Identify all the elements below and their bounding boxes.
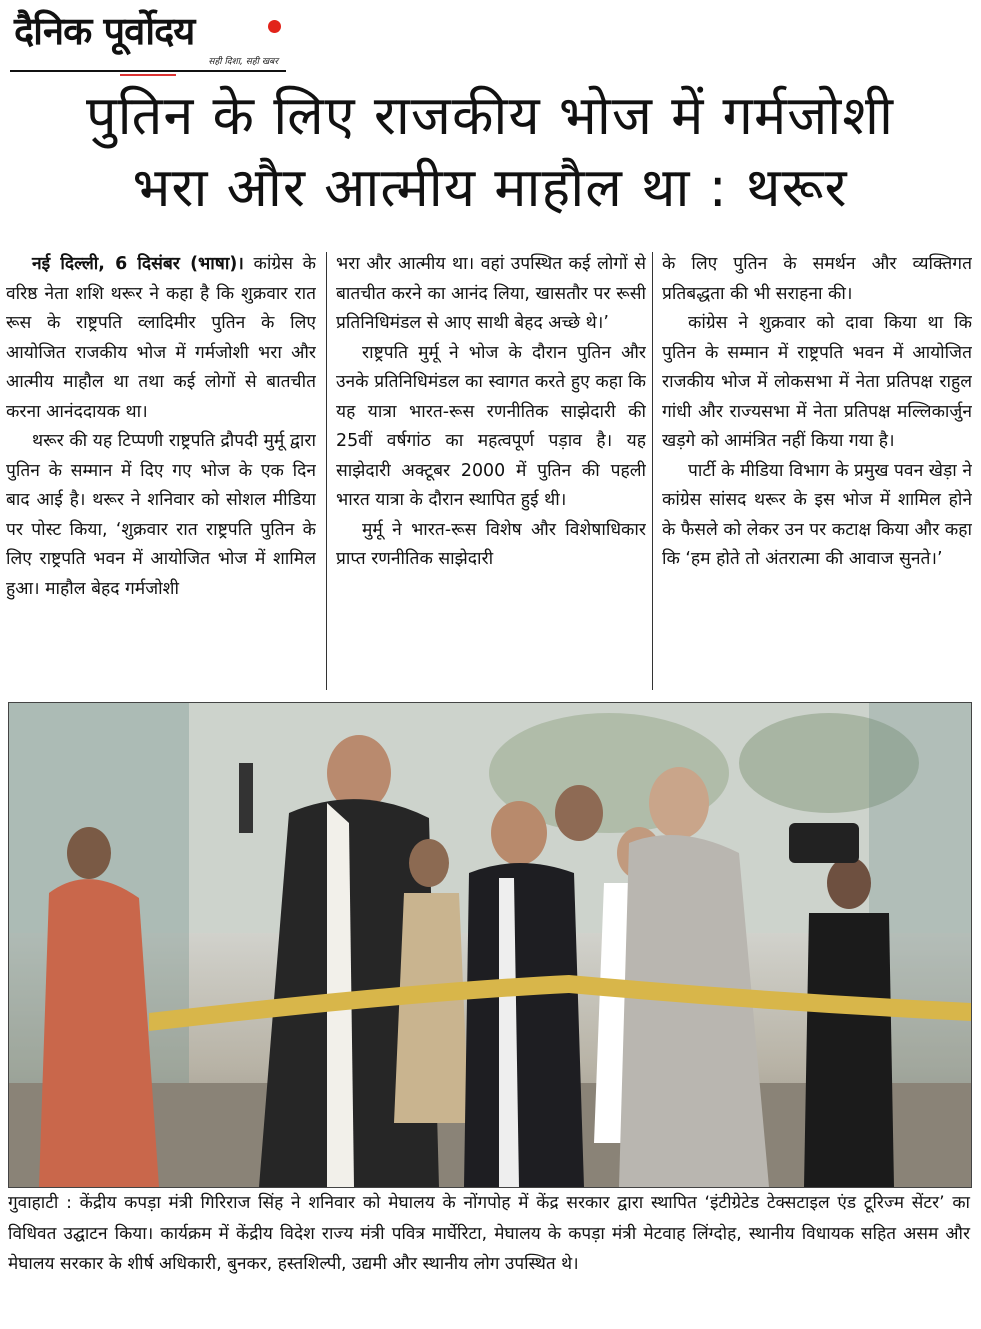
- headline-line-2: भरा और आत्मीय माहौल था : थरूर: [132, 156, 848, 219]
- masthead-tagline: सही दिशा, सही खबर: [208, 57, 278, 67]
- column-divider: [326, 252, 327, 690]
- photo-caption: गुवाहाटी : केंद्रीय कपड़ा मंत्री गिरिराज सिंह ने शनिवार को मेघालय के नोंगपोह में केंद्र सरकार द्वारा स्थापित ‘इंटीग्रेटेड टेक्सटाइल एंड टूरिज्म सेंटर’ का विधिवत उद्घाटन किया। कार्यक्रम में केंद्रीय विदेश राज्य मंत्री पवित्र मार्घेरिटा, मेघालय के कपड़ा मंत्री मेटवाह लिंग्दोह, स्थानीय विधायक सहित असम और मेघालय सरकार के शीर्ष अधिकारी, बुनकर, हस्तशिल्पी, उद्यमी और स्थानीय लोग उपस्थित थे।: [8, 1193, 970, 1274]
- article-text: कांग्रेस के वरिष्ठ नेता शशि थरूर ने कहा है कि शुक्रवार रात रूस के राष्ट्रपति व्लादिमीर पुतिन के लिए आयोजित राजकीय भोज में गर्मजोशी भरा और आत्मीय माहौल था तथा कई लोगों से बातचीत करना आनंददायक था।: [6, 254, 316, 422]
- article-paragraph: [6, 250, 316, 427]
- photo-camera: [789, 823, 859, 863]
- column-divider: [652, 252, 653, 690]
- photo-illustration: [9, 703, 971, 1187]
- masthead-sun-dot: [268, 20, 281, 33]
- article-paragraph: मुर्मू ने भारत-रूस विशेष और विशेषाधिकार प्राप्त रणनीतिक साझेदारी: [336, 519, 646, 569]
- masthead-title: दैनिक पूर्वोदय: [14, 9, 195, 53]
- masthead-rule: [10, 70, 286, 72]
- article-column-2: [336, 250, 646, 690]
- news-photo-ribbon-cutting: [8, 702, 972, 1188]
- photo-microphone: [239, 763, 253, 833]
- dateline: नई दिल्ली, 6 दिसंबर (भाषा)।: [32, 254, 244, 274]
- article-paragraph: भरा और आत्मीय था। वहां उपस्थित कई लोगों से बातचीत करने का आनंद लिया, खासतौर पर रूसी प्रतिनिधिमंडल से आए साथी बेहद अच्छे थे।’: [336, 254, 646, 333]
- masthead-red-mark: [120, 74, 176, 76]
- article-paragraph: राष्ट्रपति मुर्मू ने भोज के दौरान पुतिन और उनके प्रतिनिधिमंडल का स्वागत करते हुए कहा कि यह यात्रा भारत-रूस रणनीतिक साझेदारी की 25वीं वर्षगांठ का महत्वपूर्ण पड़ाव है। यह साझेदारी अक्टूबर 2000 में पुतिन की पहली भारत यात्रा के दौरान स्थापित हुई थी।: [336, 342, 646, 510]
- article-paragraph: कांग्रेस ने शुक्रवार को दावा किया था कि पुतिन के सम्मान में राष्ट्रपति भवन में आयोजित राजकीय भोज में लोकसभा में नेता प्रतिपक्ष राहुल गांधी और राज्यसभा में नेता प्रतिपक्ष मल्लिकार्जुन खड़गे को आमंत्रित नहीं किया गया है।: [662, 313, 972, 451]
- article-column-3: [662, 250, 972, 690]
- article-body: [6, 250, 974, 690]
- headline-line-1: पुतिन के लिए राजकीय भोज में गर्मजोशी: [85, 84, 894, 147]
- article-column-1: [6, 250, 316, 690]
- article-paragraph: पार्टी के मीडिया विभाग के प्रमुख पवन खेड़ा ने कांग्रेस सांसद थरूर के इस भोज में शामिल होने के फैसले को लेकर उन पर कटाक्ष किया और कहा कि ‘हम होते तो अंतरात्मा की आवाज सुनते।’: [662, 460, 972, 569]
- article-paragraph: थरूर की यह टिप्पणी राष्ट्रपति द्रौपदी मुर्मू द्वारा पुतिन के सम्मान में दिए गए भोज के एक दिन बाद आई है। थरूर ने शनिवार को सोशल मीडिया पर पोस्ट किया, ‘शुक्रवार रात राष्ट्रपति पुतिन के लिए राष्ट्रपति भवन में आयोजित भोज में शामिल हुआ। माहौल बेहद गर्मजोशी: [6, 431, 316, 599]
- headline: [20, 80, 960, 224]
- masthead: [10, 8, 286, 72]
- article-paragraph: के लिए पुतिन के समर्थन और व्यक्तिगत प्रतिबद्धता की भी सराहना की।: [662, 254, 972, 304]
